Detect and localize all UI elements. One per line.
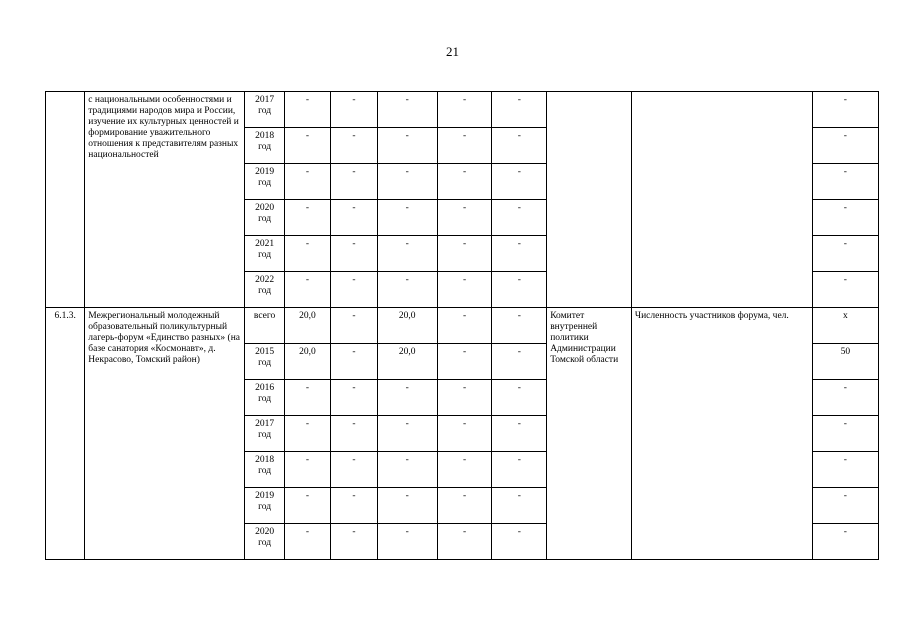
year-cell: 2021 год [245,236,284,272]
funding-cell: - [492,128,547,164]
funding-cell: - [377,92,437,128]
target-value-cell: - [812,488,878,524]
year-cell: всего [245,308,284,344]
funding-cell: 20,0 [377,344,437,380]
funding-cell: - [377,200,437,236]
target-value-cell: - [812,200,878,236]
funding-cell: - [331,416,378,452]
funding-cell: - [437,92,492,128]
funding-cell: - [284,200,331,236]
page-number: 21 [446,44,459,59]
item-name-cell: Межрегиональный молодежный образовательный поликультурный лагерь-форум «Единство разных» (на базе санатория «Космонавт», д. Некрасово, Томский район) [85,308,245,560]
funding-cell: - [331,200,378,236]
target-value-cell: - [812,128,878,164]
target-value-cell: - [812,380,878,416]
funding-cell: - [331,236,378,272]
table-row [46,308,879,344]
funding-cell: - [437,344,492,380]
item-name-cell: с национальными особенностями и традициями народов мира и России, изучение их культурных ценностей и формирование уважительного отношения к представителям разных национальностей [85,92,245,308]
target-value-cell: - [812,164,878,200]
funding-cell: - [492,272,547,308]
funding-cell: - [377,416,437,452]
funding-cell: - [284,128,331,164]
funding-cell: - [331,488,378,524]
funding-cell: - [437,452,492,488]
funding-cell: - [437,308,492,344]
funding-cell: - [284,380,331,416]
funding-cell: - [492,236,547,272]
funding-cell: - [284,524,331,560]
funding-cell: - [437,236,492,272]
funding-cell: - [492,308,547,344]
target-value-cell: 50 [812,344,878,380]
funding-cell: - [377,128,437,164]
funding-cell: - [437,164,492,200]
funding-cell: - [331,272,378,308]
funding-cell: - [331,452,378,488]
year-cell: 2018 год [245,452,284,488]
item-number-cell [46,92,85,308]
funding-cell: - [437,128,492,164]
funding-cell: - [492,344,547,380]
funding-cell: - [492,452,547,488]
funding-cell: 20,0 [284,308,331,344]
funding-cell: 20,0 [377,308,437,344]
item-number-cell: 6.1.3. [46,308,85,560]
funding-cell: - [331,524,378,560]
funding-cell: - [492,92,547,128]
funding-cell: - [284,488,331,524]
executor-cell: Комитет внутренней политики Администрации Томской области [547,308,632,560]
funding-cell: - [492,164,547,200]
funding-cell: - [377,380,437,416]
target-value-cell: - [812,236,878,272]
funding-cell: - [377,488,437,524]
funding-cell: - [331,380,378,416]
funding-cell: - [284,92,331,128]
funding-cell: - [331,344,378,380]
year-cell: 2018 год [245,128,284,164]
funding-cell: - [437,380,492,416]
funding-cell: - [492,416,547,452]
funding-cell: - [377,452,437,488]
year-cell: 2022 год [245,272,284,308]
funding-cell: - [437,416,492,452]
funding-cell: - [437,524,492,560]
year-cell: 2020 год [245,200,284,236]
funding-cell: - [331,164,378,200]
funding-cell: - [437,200,492,236]
funding-cell: - [377,164,437,200]
funding-cell: - [284,272,331,308]
target-value-cell: - [812,272,878,308]
year-cell: 2015 год [245,344,284,380]
funding-cell: - [377,236,437,272]
funding-cell: - [492,200,547,236]
target-value-cell: - [812,92,878,128]
indicator-cell [631,92,812,308]
target-value-cell: х [812,308,878,344]
target-value-cell: - [812,416,878,452]
funding-cell: - [492,488,547,524]
funding-cell: - [492,524,547,560]
funding-cell: - [492,380,547,416]
table-row [46,92,879,128]
funding-cell: - [437,272,492,308]
funding-cell: - [284,236,331,272]
funding-cell: - [437,488,492,524]
funding-cell: - [377,524,437,560]
year-cell: 2016 год [245,380,284,416]
target-value-cell: - [812,524,878,560]
funding-cell: - [284,164,331,200]
year-cell: 2020 год [245,524,284,560]
year-cell: 2019 год [245,164,284,200]
funding-cell: - [284,416,331,452]
funding-cell: - [331,308,378,344]
target-value-cell: - [812,452,878,488]
table-body [46,92,879,560]
indicator-cell: Численность участников форума, чел. [631,308,812,560]
funding-cell: 20,0 [284,344,331,380]
funding-cell: - [284,452,331,488]
executor-cell [547,92,632,308]
funding-cell: - [331,92,378,128]
year-cell: 2017 год [245,416,284,452]
year-cell: 2017 год [245,92,284,128]
funding-cell: - [377,272,437,308]
funding-cell: - [331,128,378,164]
year-cell: 2019 год [245,488,284,524]
program-table [45,91,879,560]
